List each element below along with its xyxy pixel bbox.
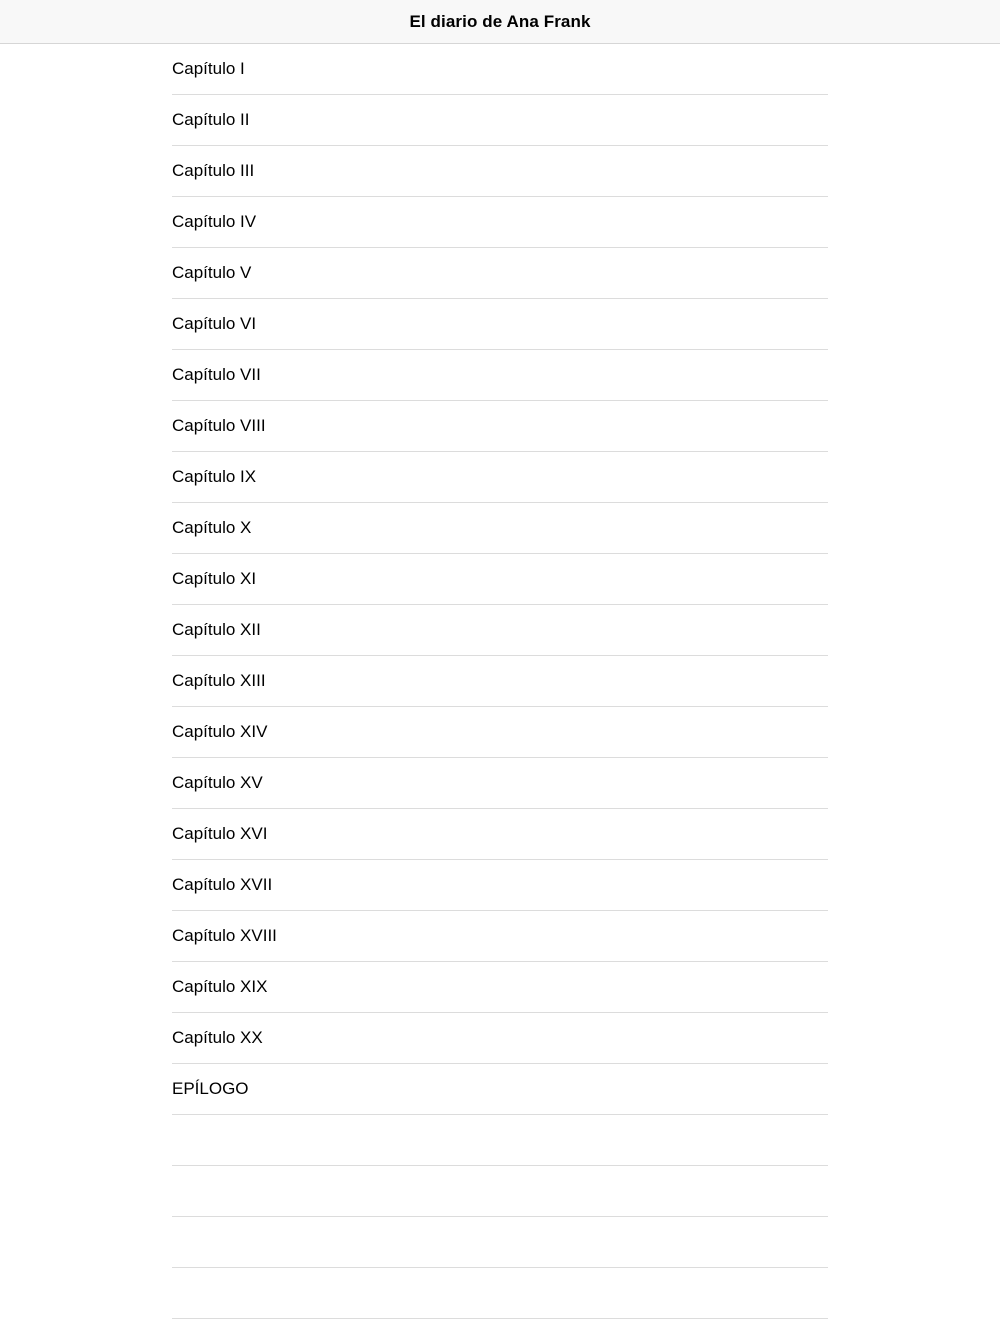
list-item-label: Capítulo V [172, 263, 252, 282]
empty-row [172, 1268, 828, 1319]
list-item[interactable] [172, 401, 828, 452]
list-item[interactable] [172, 656, 828, 707]
list-item-label: Capítulo IV [172, 212, 257, 231]
list-item[interactable] [172, 707, 828, 758]
list-item-label: Capítulo XX [172, 1028, 263, 1047]
list-item[interactable] [172, 860, 828, 911]
navigation-bar [0, 0, 1000, 44]
list-item-label: Capítulo VIII [172, 416, 266, 435]
list-item[interactable] [172, 1013, 828, 1064]
list-item-label: Capítulo I [172, 59, 245, 78]
list-item[interactable] [172, 758, 828, 809]
list-item-label: Capítulo XIII [172, 671, 266, 690]
page-title: El diario de Ana Frank [409, 11, 591, 31]
list-item[interactable] [172, 248, 828, 299]
list-item-label: Capítulo XV [172, 773, 263, 792]
list-item[interactable] [172, 350, 828, 401]
list-item[interactable] [172, 146, 828, 197]
list-item[interactable] [172, 911, 828, 962]
list-item-label: Capítulo VI [172, 314, 257, 333]
empty-row [172, 1115, 828, 1166]
list-item-label: Capítulo XI [172, 569, 257, 588]
list-item[interactable] [172, 554, 828, 605]
list-item-label: Capítulo XVIII [172, 926, 277, 945]
list-item[interactable] [172, 1064, 828, 1115]
list-item[interactable] [172, 962, 828, 1013]
list-item-label: Capítulo III [172, 161, 255, 180]
list-item[interactable] [172, 44, 828, 95]
list-item[interactable] [172, 809, 828, 860]
list-item-label: Capítulo XIV [172, 722, 268, 741]
list-item-label: Capítulo XVII [172, 875, 273, 894]
list-item[interactable] [172, 299, 828, 350]
list-item-label: EPÍLOGO [172, 1079, 249, 1098]
empty-row [172, 1166, 828, 1217]
list-item-label: Capítulo X [172, 518, 252, 537]
chapter-list [172, 44, 828, 1319]
list-item-label: Capítulo XII [172, 620, 261, 639]
list-item[interactable] [172, 605, 828, 656]
list-item[interactable] [172, 95, 828, 146]
empty-row [172, 1217, 828, 1268]
list-item[interactable] [172, 197, 828, 248]
list-item[interactable] [172, 503, 828, 554]
list-item-label: Capítulo IX [172, 467, 257, 486]
list-item-label: Capítulo VII [172, 365, 261, 384]
list-item-label: Capítulo XVI [172, 824, 268, 843]
list-item-label: Capítulo II [172, 110, 250, 129]
list-item[interactable] [172, 452, 828, 503]
list-item-label: Capítulo XIX [172, 977, 268, 996]
